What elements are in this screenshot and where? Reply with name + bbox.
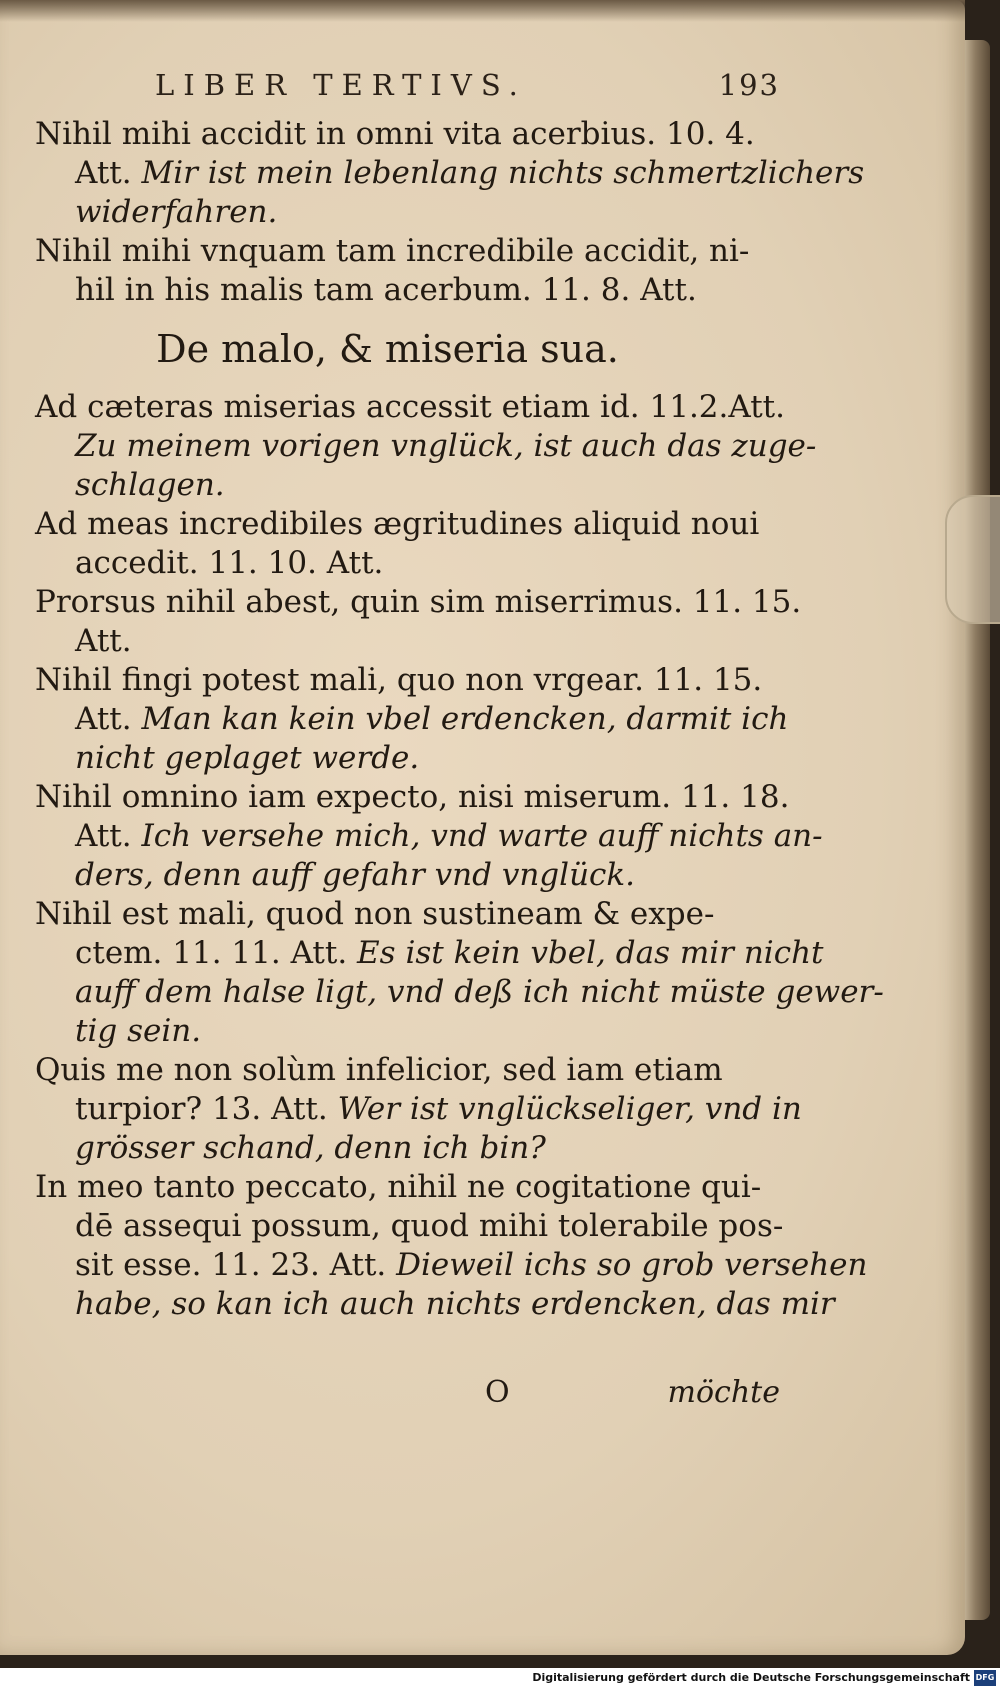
entries-top [35, 115, 865, 310]
german-translation: Dieweil ichs so grob versehen [396, 1247, 868, 1283]
latin-text: Prorsus nihil abest, quin sim miserrimus. 11. 15. [35, 584, 802, 620]
latin-text: Nihil mihi vnquam tam incredibile accidit, ni- [35, 233, 750, 269]
entry-line [35, 895, 780, 934]
german-translation: habe, so kan ich auch nichts erdencken, das mir [75, 1286, 835, 1322]
page-footer-marks [35, 1375, 780, 1415]
entry-line [35, 115, 780, 154]
entry-line [35, 817, 823, 856]
entry-line [35, 232, 780, 271]
latin-text: In meo tanto peccato, nihil ne cogitatione qui- [35, 1169, 762, 1205]
latin-text: Att. [75, 623, 132, 659]
section-heading: De malo, & miseria sua. [156, 327, 619, 371]
entry-line [35, 856, 780, 895]
dfg-logo: DFG [974, 1670, 996, 1686]
page-clip [945, 495, 1000, 624]
latin-text: hil in his malis tam acerbum. 11. 8. Att. [75, 272, 697, 308]
latin-text: Att. [75, 701, 142, 737]
entry-line [35, 154, 865, 193]
index-entry [35, 895, 884, 1051]
entry-line [35, 778, 790, 817]
page-top-shadow [0, 0, 965, 22]
index-entry [35, 1051, 802, 1168]
latin-text: Nihil fingi potest mali, quo non vrgear. 11. 15. [35, 662, 763, 698]
german-translation: Ich versehe mich, vnd warte auff nichts an- [141, 818, 823, 854]
latin-text: Quis me non solùm infelicior, sed iam etiam [35, 1052, 723, 1088]
latin-text: Nihil mihi accidit in omni vita acerbius. 10. 4. [35, 116, 755, 152]
page-number: 193 [718, 68, 780, 102]
latin-text: Nihil est mali, quod non sustineam & expe- [35, 896, 715, 932]
entry-line [35, 388, 785, 427]
german-translation: Man kan kein vbel erdencken, darmit ich [141, 701, 789, 737]
catchword: möchte [667, 1375, 780, 1410]
latin-text: Nihil omnino iam expecto, nisi miserum. 11. 18. [35, 779, 790, 815]
german-translation: schlagen. [75, 467, 225, 503]
entry-line [35, 973, 884, 1012]
signature-mark: O [485, 1375, 510, 1410]
entry-line [35, 271, 780, 310]
entry-line [35, 700, 789, 739]
index-entry [35, 583, 802, 661]
entry-line [35, 1129, 780, 1168]
main-text [35, 115, 884, 1324]
digitization-footer [0, 1668, 1000, 1690]
latin-text: Ad meas incredibiles ægritudines aliquid noui [35, 506, 760, 542]
index-entry [35, 232, 780, 310]
index-entry [35, 115, 865, 232]
latin-text: sit esse. 11. 23. Att. [75, 1247, 397, 1283]
footer-credit: Digitalisierung gefördert durch die Deutsche Forschungsgemeinschaft [532, 1671, 970, 1684]
index-entry [35, 661, 789, 778]
entry-line [35, 622, 780, 661]
running-head-title: LIBER TERTIVS. [155, 68, 527, 102]
entry-line [35, 1246, 868, 1285]
entry-line [35, 583, 802, 622]
entry-line [35, 1051, 780, 1090]
entry-line [35, 739, 780, 778]
entry-line [35, 661, 780, 700]
german-translation: Es ist kein vbel, das mir nicht [357, 935, 824, 971]
latin-text: accedit. 11. 10. Att. [75, 545, 384, 581]
german-translation: Zu meinem vorigen vnglück, ist auch das zuge- [75, 428, 817, 464]
entry-line [35, 466, 780, 505]
entry-line [35, 505, 780, 544]
german-translation: Wer ist vnglückseliger, vnd in [337, 1091, 802, 1127]
entry-line [35, 1285, 835, 1324]
latin-text: dē assequi possum, quod mihi tolerabile pos- [75, 1208, 784, 1244]
entry-line [35, 544, 780, 583]
index-entry [35, 388, 817, 505]
index-entry [35, 778, 823, 895]
german-translation: grösser schand, denn ich bin? [75, 1130, 546, 1166]
latin-text: ctem. 11. 11. Att. [75, 935, 358, 971]
index-entry [35, 505, 780, 583]
latin-text: Att. [75, 155, 142, 191]
entry-line [35, 427, 817, 466]
german-translation: auff dem halse ligt, vnd deß ich nicht müste gewer- [75, 974, 884, 1010]
page-edges [965, 40, 990, 1620]
entry-line [35, 1207, 784, 1246]
entry-line [35, 193, 780, 232]
index-entry [35, 1168, 868, 1324]
entry-line [35, 1168, 780, 1207]
german-translation: ders, denn auff gefahr vnd vnglück. [75, 857, 636, 893]
latin-text: Att. [75, 818, 142, 854]
entries-bottom [35, 388, 884, 1324]
entry-line [35, 1012, 780, 1051]
german-translation: Mir ist mein lebenlang nichts schmertzlichers [141, 155, 865, 191]
latin-text: turpior? 13. Att. [75, 1091, 338, 1127]
german-translation: tig sein. [75, 1013, 202, 1049]
running-head [155, 68, 780, 108]
entry-line [35, 934, 824, 973]
entry-line [35, 1090, 802, 1129]
german-translation: widerfahren. [75, 194, 278, 230]
german-translation: nicht geplaget werde. [75, 740, 420, 776]
latin-text: Ad cæteras miserias accessit etiam id. 11.2.Att. [35, 389, 785, 425]
